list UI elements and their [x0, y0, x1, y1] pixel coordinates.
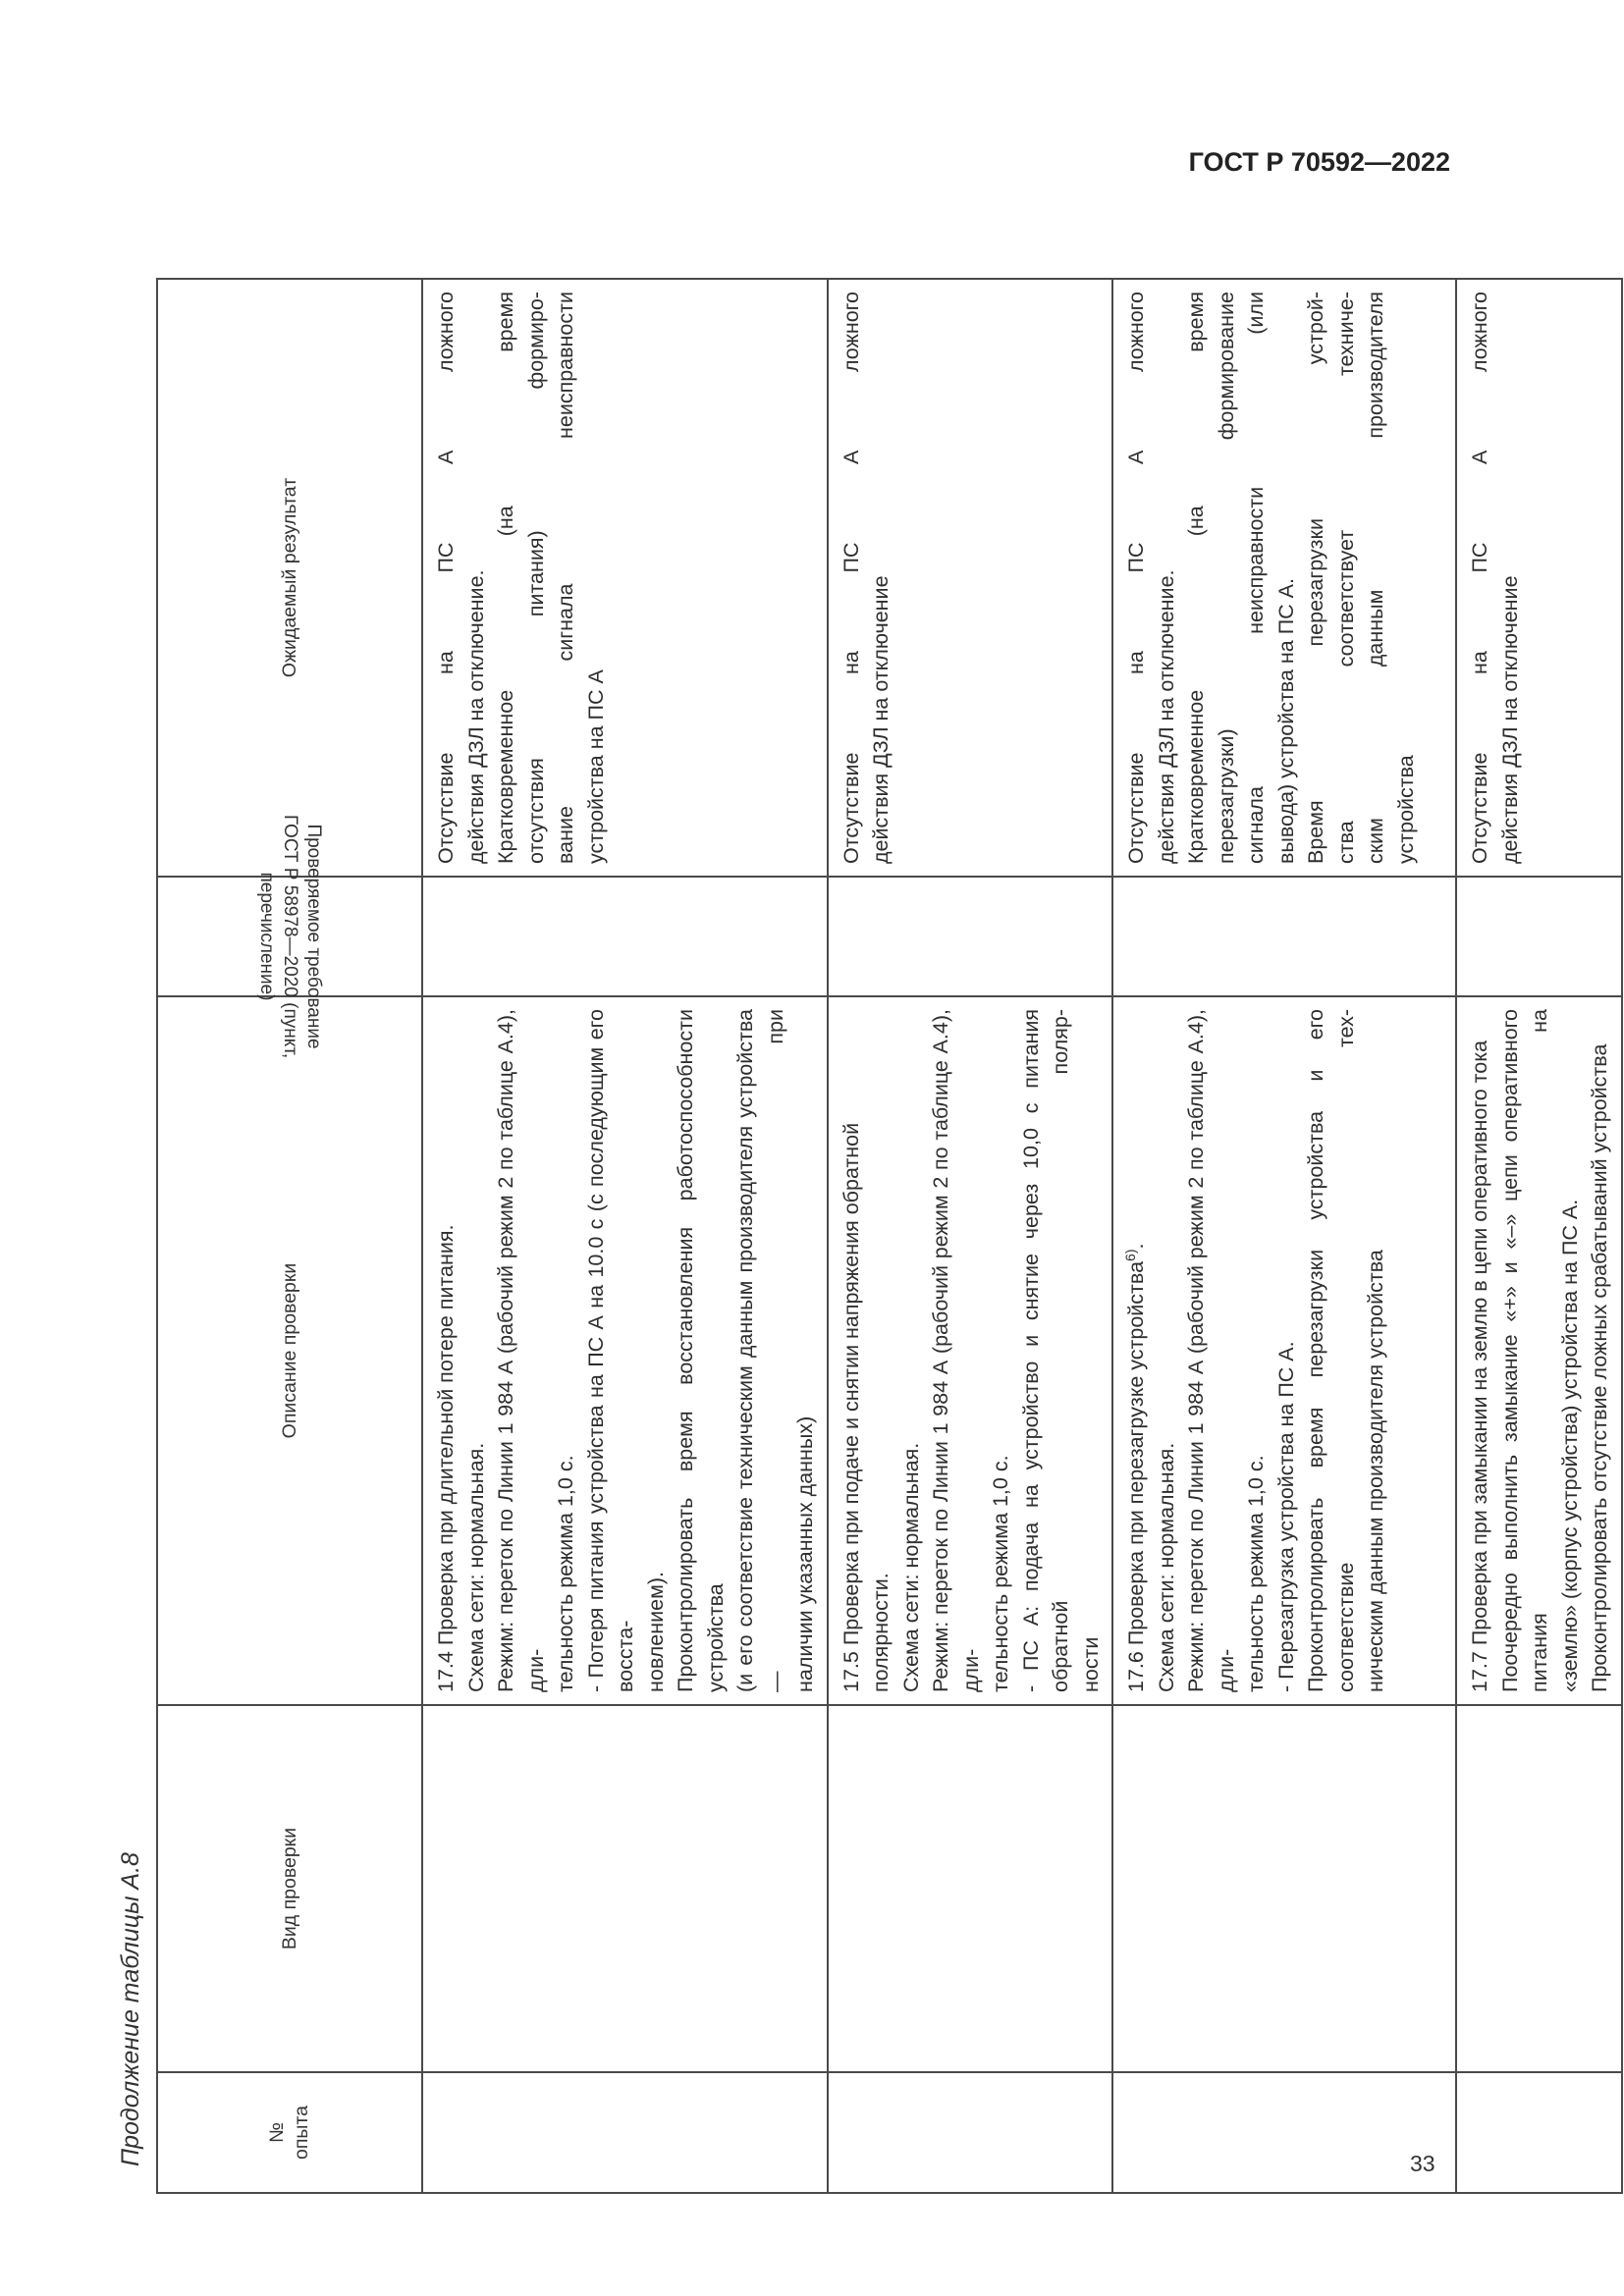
cell-num	[1456, 2072, 1622, 2193]
desc-line: Поочередно выполнить замыкание «+» и «–» цепи оперативного питания на	[1497, 1009, 1551, 1692]
doc-code: ГОСТ Р 70592—2022	[1188, 147, 1450, 177]
result-line: действия ДЗЛ на отключение.	[1154, 569, 1178, 864]
desc-line: Режим: переток по Линии 1 984 А (рабочий режим 2 по таблице А.4), дли-	[494, 1009, 548, 1692]
desc-line: Схема сети: нормальная.	[898, 1442, 923, 1692]
desc-line: Проконтролировать отсутствие ложных срабатываний устройства	[1588, 1043, 1611, 1692]
result-line: отсутствия питания) формиро-	[523, 292, 548, 864]
header-num: № опыта	[157, 2072, 422, 2193]
desc-title: 17.6 Проверка при перезагрузке устройства	[1124, 1260, 1148, 1692]
rotated-page-content	[109, 233, 1611, 2245]
result-line: Отсутствие на ПС А ложного	[1468, 292, 1491, 864]
result-line: Отсутствие на ПС А ложного	[1124, 292, 1148, 864]
result-line: перезагрузки) формирование	[1214, 292, 1238, 864]
desc-line: - ПС А: подача на устройство и снятие через 10,0 с питания обратной поляр-	[1018, 1009, 1072, 1692]
cell-type	[828, 1705, 1113, 2072]
cell-desc	[1112, 996, 1456, 1705]
cell-result	[1112, 279, 1456, 877]
result-line: действия ДЗЛ на отключение	[1497, 575, 1522, 864]
result-line: Отсутствие на ПС А ложного	[839, 292, 863, 864]
desc-line: (и его соответствие техническим данным производителя устройства — при	[733, 1009, 787, 1692]
desc-line: - Потеря питания устройства на ПС А на 10.0 с (с последующим его восста-	[583, 1009, 637, 1692]
cell-desc	[1456, 996, 1622, 1705]
result-line: Кратковременное (на время	[1184, 292, 1208, 864]
header-req	[157, 814, 422, 1059]
desc-line: 17.5 Проверка при подаче и снятии напряжения обратной полярности.	[839, 1122, 893, 1692]
header-type: Вид проверки	[157, 1705, 422, 2072]
table-row	[1456, 279, 1622, 2193]
cell-result	[422, 279, 828, 877]
desc-line: тельность режима 1,0 с.	[989, 1455, 1012, 1692]
desc-line: - Перезагрузка устройства на ПС А.	[1273, 1341, 1298, 1692]
desc-line: новлением).	[643, 1571, 668, 1692]
header-req-text: Проверяемое требование ГОСТ Р 58978—2020 (пункт, перечисление)	[256, 814, 324, 1059]
table-row	[422, 279, 828, 2193]
desc-line: наличии указанных данных)	[793, 1415, 817, 1692]
table-row	[828, 279, 1113, 2193]
desc-line: Схема сети: нормальная.	[1154, 1442, 1178, 1692]
desc-line: 17.4 Проверка при длительной потере питания.	[434, 1224, 458, 1692]
desc-line: Проконтролировать время перезагрузки устройства и его соответствие тех-	[1304, 1009, 1358, 1692]
cell-req	[828, 877, 1113, 996]
table-caption: Продолжение таблицы А.8	[117, 1852, 144, 2166]
checks-table	[156, 278, 1623, 2194]
header-result: Ожидаемый результат	[157, 279, 422, 877]
result-line: Кратковременное (на время	[494, 292, 517, 864]
desc-title-line	[1121, 1009, 1152, 1692]
header-desc: Описание проверки	[157, 996, 422, 1705]
cell-num	[422, 2072, 828, 2193]
desc-line: ническим данным производителя устройства	[1364, 1250, 1387, 1692]
result-line: сигнала неисправности (или	[1244, 292, 1268, 864]
desc-line: «землю» (корпус устройства) устройства на ПС А.	[1557, 1199, 1582, 1692]
result-line: Отсутствие на ПС А ложного	[434, 292, 458, 864]
result-line: действия ДЗЛ на отключение.	[463, 569, 488, 864]
result-line: вывода) устройства на ПС А.	[1273, 578, 1298, 864]
table-header-row	[157, 279, 422, 2193]
desc-line: ности	[1078, 1636, 1103, 1692]
desc-line: Режим: переток по Линии 1 984 А (рабочий режим 2 по таблице А.4), дли-	[929, 1009, 983, 1692]
desc-line: тельность режима 1,0 с.	[1244, 1455, 1268, 1692]
table-row	[1112, 279, 1456, 2193]
cell-num	[1112, 2072, 1456, 2193]
desc-line: Проконтролировать время восстановления работоспособности устройства	[674, 1009, 728, 1692]
cell-result	[828, 279, 1113, 877]
desc-line: Схема сети: нормальная.	[463, 1442, 488, 1692]
result-line: устройства на ПС А	[583, 669, 608, 864]
result-line: ства соответствует техниче-	[1333, 292, 1358, 864]
footnote-ref: 6)	[1121, 1249, 1138, 1261]
page-number: 33	[1410, 2151, 1435, 2176]
cell-desc	[828, 996, 1113, 1705]
result-line: Время перезагрузки устрой-	[1304, 292, 1327, 864]
desc-line: тельность режима 1,0 с.	[554, 1455, 577, 1692]
cell-req	[1456, 877, 1622, 996]
cell-type	[422, 1705, 828, 2072]
desc-title-end: .	[1124, 1243, 1148, 1250]
result-line: устройства	[1393, 755, 1418, 864]
desc-line: Режим: переток по Линии 1 984 А (рабочий режим 2 по таблице А.4), дли-	[1184, 1009, 1238, 1692]
cell-result	[1456, 279, 1622, 877]
result-line: ским данным производителя	[1364, 292, 1387, 864]
cell-num	[828, 2072, 1113, 2193]
cell-type	[1456, 1705, 1622, 2072]
desc-line: 17.7 Проверка при замыкании на землю в цепи оперативного тока	[1468, 1040, 1491, 1692]
cell-req	[1112, 877, 1456, 996]
result-line: вание сигнала неисправности	[554, 292, 577, 864]
result-line: действия ДЗЛ на отключение	[869, 575, 893, 864]
cell-req	[422, 877, 828, 996]
cell-type	[1112, 1705, 1456, 2072]
cell-desc	[422, 996, 828, 1705]
